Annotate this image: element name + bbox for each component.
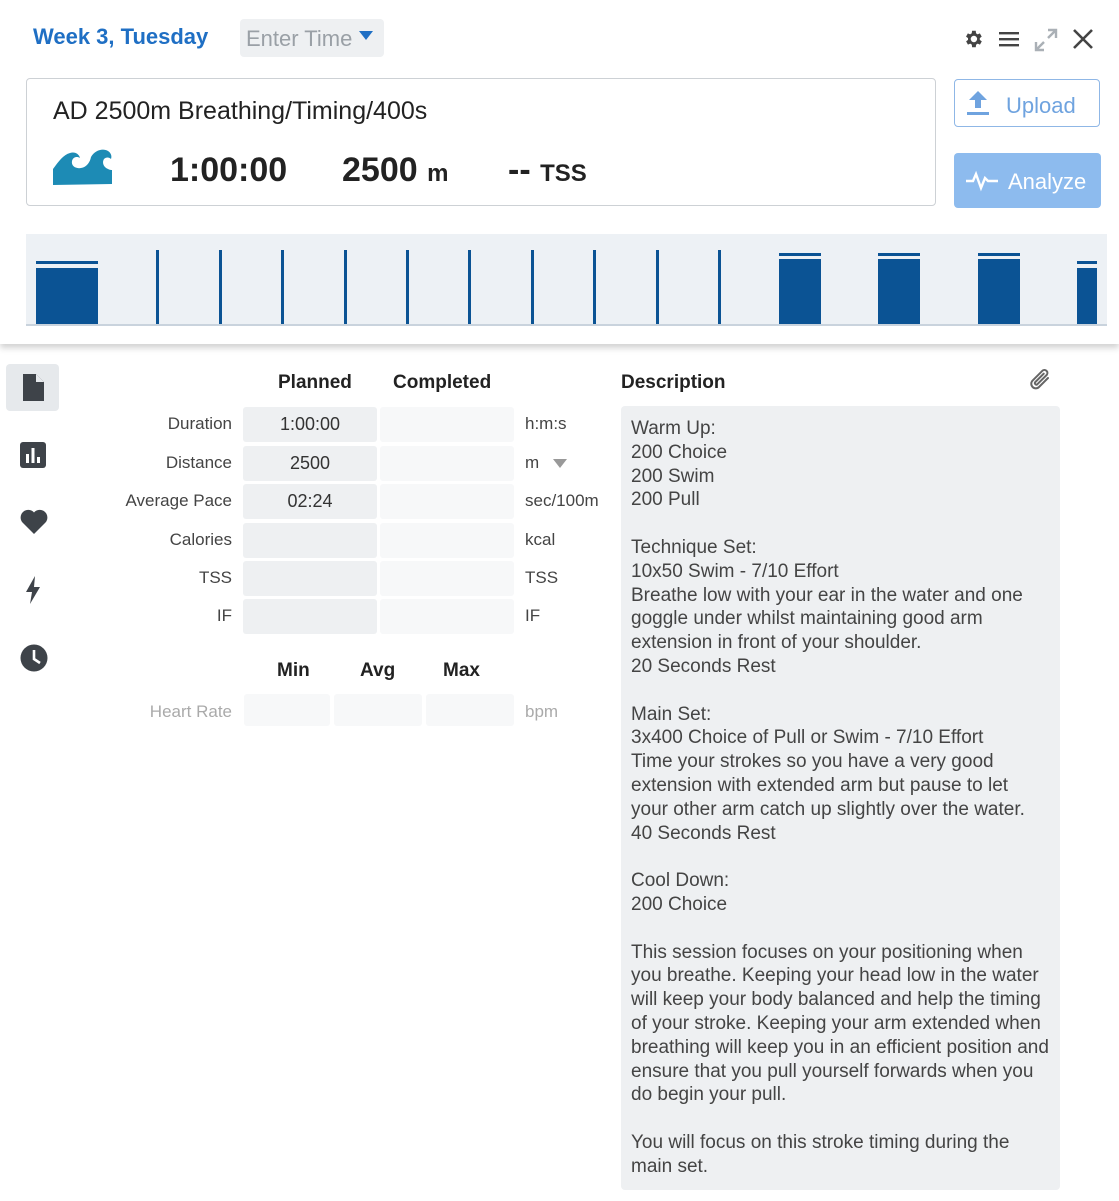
row-label: Duration <box>167 414 232 433</box>
completed-distance-input[interactable] <box>380 446 514 481</box>
planned-pace-input[interactable]: 02:24 <box>243 484 377 519</box>
structure-bar <box>593 250 596 326</box>
row-label: Calories <box>169 530 232 549</box>
hr-avg-input[interactable] <box>334 694 422 726</box>
structure-bar <box>219 250 222 326</box>
min-column-header: Min <box>277 660 310 681</box>
duration-value: 1:00:00 <box>170 151 288 189</box>
structure-bar <box>878 253 920 326</box>
expand-icon[interactable] <box>1034 28 1058 57</box>
row-unit: kcal <box>525 530 556 549</box>
structure-bar <box>406 250 409 326</box>
structure-bar <box>156 250 159 326</box>
row-label: IF <box>216 606 232 625</box>
time-placeholder: Enter Time <box>246 26 353 51</box>
row-label: TSS <box>198 568 232 587</box>
heart-rate-label: Heart Rate <box>149 702 232 721</box>
workout-structure-chart[interactable] <box>26 234 1107 326</box>
swim-wave-icon <box>53 147 115 190</box>
avg-column-header: Avg <box>360 660 396 681</box>
row-unit: IF <box>525 606 541 625</box>
completed-if-input[interactable] <box>380 599 514 634</box>
completed-pace-input[interactable] <box>380 484 514 519</box>
planned-tss-input[interactable] <box>243 561 377 596</box>
hr-min-input[interactable] <box>244 694 330 726</box>
distance-metric <box>342 151 448 190</box>
upload-button[interactable] <box>954 79 1100 127</box>
distance-unit: m <box>427 160 449 187</box>
sidebar-item-history[interactable] <box>6 634 59 681</box>
completed-tss-input[interactable] <box>380 561 514 596</box>
description-text[interactable]: Warm Up: 200 Choice 200 Swim 200 Pull Technique Set: 10x50 Swim - 7/10 Effort Breathe low with your ear in the water and one goggle under whilst maintaining good arm extension in front of your shoulder. 20 Seconds Rest Main Set: 3x400 Choice of Pull or Swim - 7/10 Effort Time your strokes so you have a very good extension with extended arm but pause to let your other arm catch up slightly over the water. 40 Seconds Rest Cool Down: 200 Choice This session focuses on your positioning when you breathe. Keeping your head low in the water will keep your body balanced and help the timing of your stroke. Keeping your arm extended when breathing will keep you in an efficient position and ensure that you pull yourself forwards when you do begin your pull. You will focus on this stroke timing during the main set. <box>621 406 1060 1190</box>
max-column-header: Max <box>443 660 480 681</box>
row-label: Average Pace <box>125 491 232 510</box>
workout-title: AD 2500m Breathing/Timing/400s <box>53 97 428 125</box>
workout-header-panel <box>0 0 1119 344</box>
tss-metric <box>508 151 587 190</box>
menu-icon[interactable] <box>998 28 1020 55</box>
caret-down-icon[interactable] <box>553 459 567 468</box>
hr-max-input[interactable] <box>426 694 514 726</box>
structure-bar <box>1077 261 1097 326</box>
paperclip-icon[interactable] <box>1028 366 1054 399</box>
analyze-label: Analyze <box>1008 169 1087 194</box>
pulse-icon <box>965 169 999 199</box>
tss-value: -- <box>508 151 531 189</box>
row-unit: TSS <box>525 568 559 587</box>
completed-duration-input[interactable] <box>380 407 514 442</box>
gear-icon[interactable] <box>962 28 984 55</box>
row-label: Distance <box>165 453 232 472</box>
structure-bar <box>978 253 1020 326</box>
enter-time-dropdown[interactable] <box>240 19 384 57</box>
distance-value: 2500 <box>342 151 418 189</box>
planned-column-header: Planned <box>278 372 352 393</box>
analyze-button[interactable] <box>954 153 1101 208</box>
tss-unit: TSS <box>540 160 587 187</box>
structure-bar <box>718 250 721 326</box>
upload-label: Upload <box>1006 93 1076 118</box>
sidebar-item-details[interactable] <box>6 364 59 411</box>
planned-if-input[interactable] <box>243 599 377 634</box>
workout-date: Week 3, Tuesday <box>33 24 209 49</box>
chart-baseline <box>26 324 1107 326</box>
structure-bar <box>468 250 471 326</box>
description-heading: Description <box>621 372 726 393</box>
structure-bar <box>779 253 821 326</box>
hr-unit: bpm <box>525 702 559 721</box>
close-icon[interactable] <box>1072 28 1094 55</box>
planned-distance-input[interactable]: 2500 <box>243 446 377 481</box>
workout-summary-card <box>26 78 936 206</box>
completed-column-header: Completed <box>393 372 492 393</box>
structure-bar <box>36 261 98 326</box>
structure-bar <box>531 250 534 326</box>
upload-icon <box>967 91 989 122</box>
structure-bar <box>344 250 347 326</box>
planned-calories-input[interactable] <box>243 523 377 558</box>
completed-calories-input[interactable] <box>380 523 514 558</box>
row-unit: sec/100m <box>525 491 599 510</box>
row-unit: h:m:s <box>525 414 567 433</box>
structure-bar <box>281 250 284 326</box>
caret-down-icon <box>359 31 373 40</box>
structure-bar <box>656 250 659 326</box>
planned-duration-input[interactable]: 1:00:00 <box>243 407 377 442</box>
distance-unit-select[interactable]: m <box>525 453 540 472</box>
